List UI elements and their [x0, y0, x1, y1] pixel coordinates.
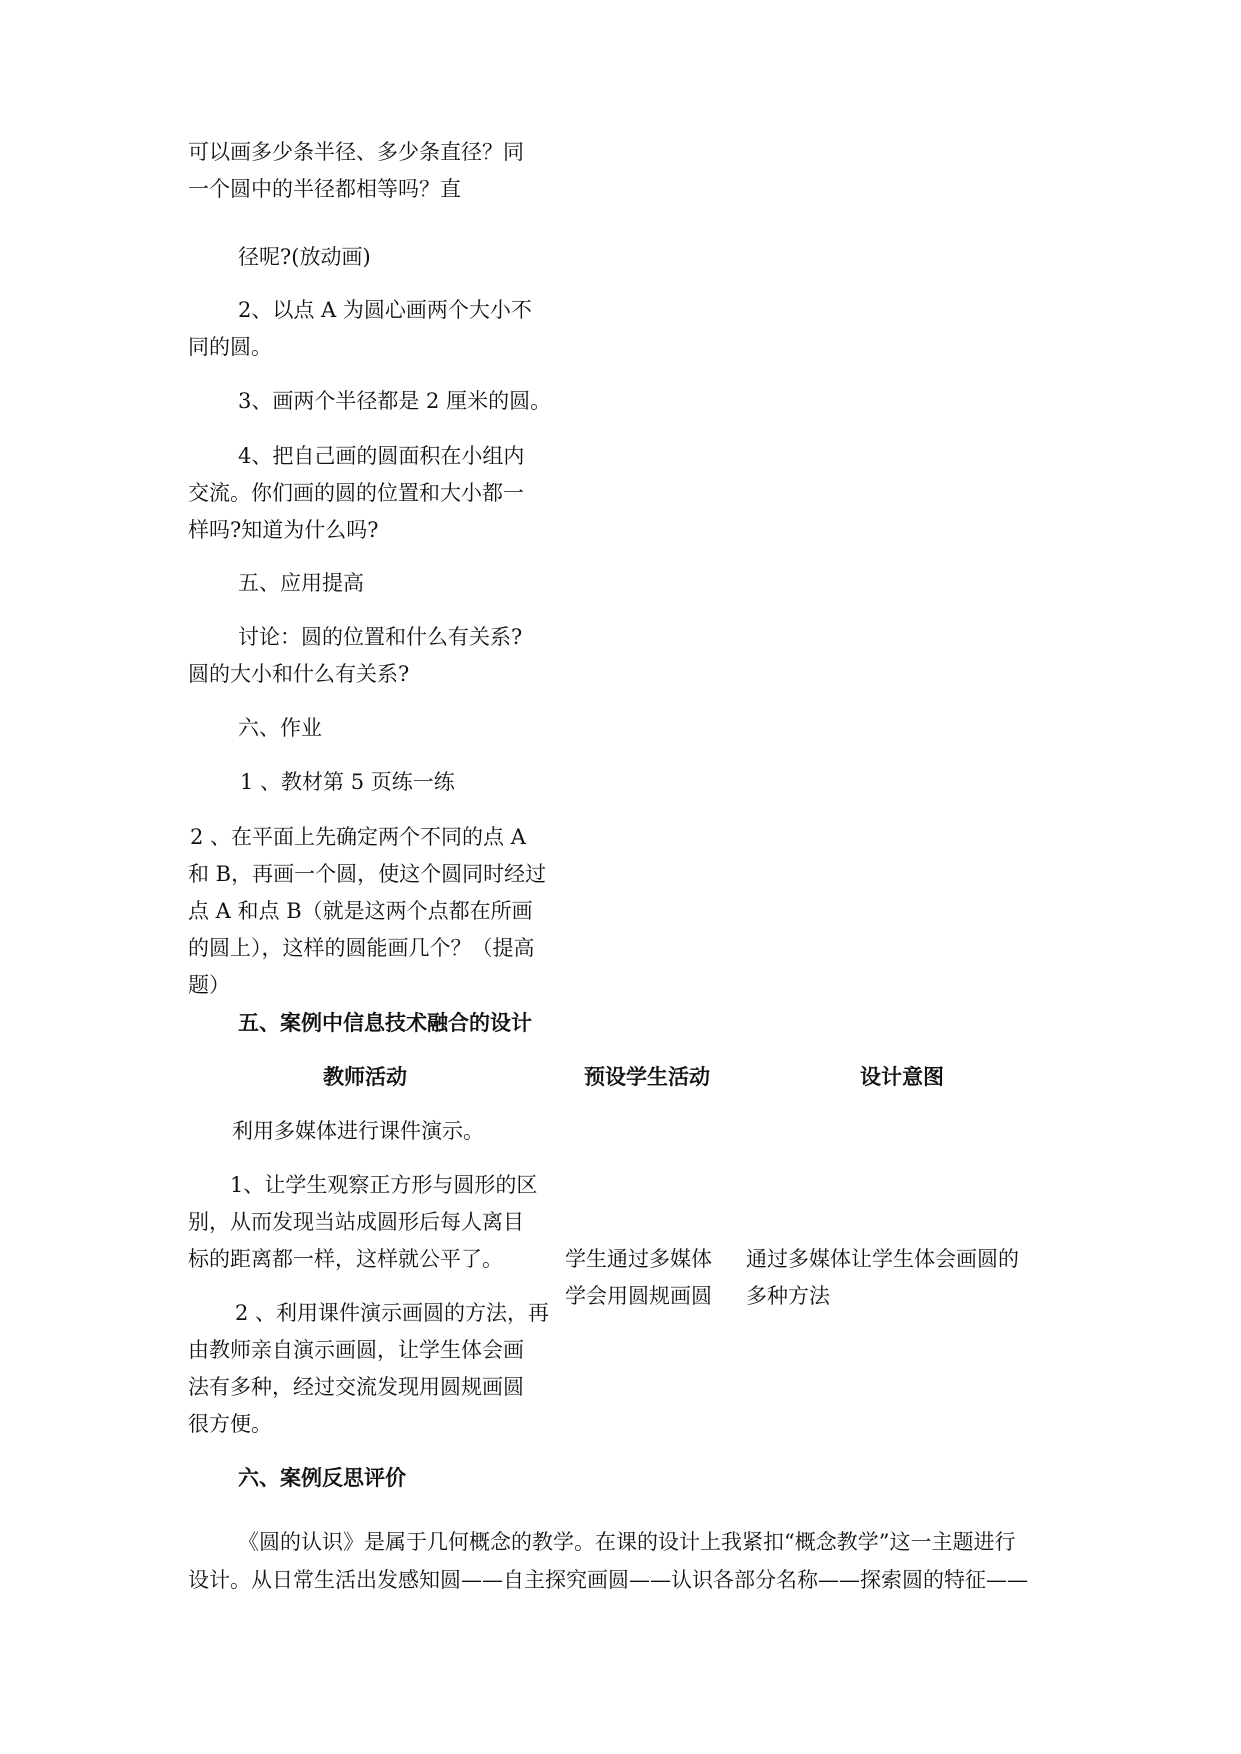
text-line: 一个圆中的半径都相等吗？直	[188, 177, 461, 201]
table-cell-text: 标的距离都一样，这样就公平了。	[188, 1247, 503, 1271]
table-cell-text: 学生通过多媒体	[565, 1247, 712, 1271]
list-item: 2、以点 A 为圆心画两个大小不	[238, 298, 532, 322]
text-line: 点 A 和点 B（就是这两个点都在所画	[188, 899, 533, 923]
table-cell-text: 学会用圆规画圆	[565, 1284, 712, 1308]
paragraph-line: 《圆的认识》是属于几何概念的教学。在课的设计上我紧扣“概念教学”这一主题进行	[238, 1530, 1016, 1554]
subheading: 六、作业	[238, 716, 322, 740]
table-cell-text: 1、让学生观察正方形与圆形的区	[230, 1173, 538, 1197]
text-line: 可以画多少条半径、多少条直径？同	[188, 140, 524, 164]
table-cell-text: 通过多媒体让学生体会画圆的	[746, 1247, 1019, 1271]
column-header-intent: 设计意图	[860, 1064, 944, 1089]
text-line: 同的圆。	[188, 335, 272, 359]
table-cell-text: 很方便。	[188, 1412, 272, 1436]
section-heading: 五、案例中信息技术融合的设计	[238, 1010, 532, 1035]
table-cell-text: 多种方法	[746, 1284, 830, 1308]
table-cell-text: 由教师亲自演示画圆，让学生体会画	[188, 1338, 524, 1362]
paragraph-line: 设计。从日常生活出发感知圆——自主探究画圆——认识各部分名称——探索圆的特征——	[188, 1568, 1028, 1592]
text-line: 交流。你们画的圆的位置和大小都一	[188, 481, 524, 505]
subheading: 五、应用提高	[238, 571, 364, 595]
text-line: 讨论：圆的位置和什么有关系?	[238, 625, 523, 649]
text-line: 的圆上），这样的圆能画几个？（提高	[188, 936, 535, 960]
table-cell-text: 2 、利用课件演示画圆的方法，再	[235, 1301, 550, 1325]
section-heading: 六、案例反思评价	[238, 1465, 406, 1490]
table-cell-text: 别，从而发现当站成圆形后每人离目	[188, 1210, 524, 1234]
column-header-student: 预设学生活动	[584, 1064, 710, 1089]
list-item: 1 、教材第 5 页练一练	[240, 770, 455, 794]
text-line: 圆的大小和什么有关系?	[188, 662, 410, 686]
text-line: 和 B，再画一个圆，使这个圆同时经过	[188, 862, 547, 886]
table-cell-text: 法有多种，经过交流发现用圆规画圆	[188, 1375, 524, 1399]
list-item: 2 、在平面上先确定两个不同的点 A	[190, 825, 526, 849]
table-cell-text: 利用多媒体进行课件演示。	[232, 1119, 484, 1143]
list-item: 4、把自己画的圆面积在小组内	[238, 444, 525, 468]
list-item: 3、画两个半径都是 2 厘米的圆。	[238, 389, 552, 413]
text-line: 径呢?(放动画)	[238, 245, 371, 269]
text-line: 样吗?知道为什么吗?	[188, 518, 379, 542]
column-header-teacher: 教师活动	[323, 1064, 407, 1089]
text-line: 题）	[188, 973, 230, 997]
